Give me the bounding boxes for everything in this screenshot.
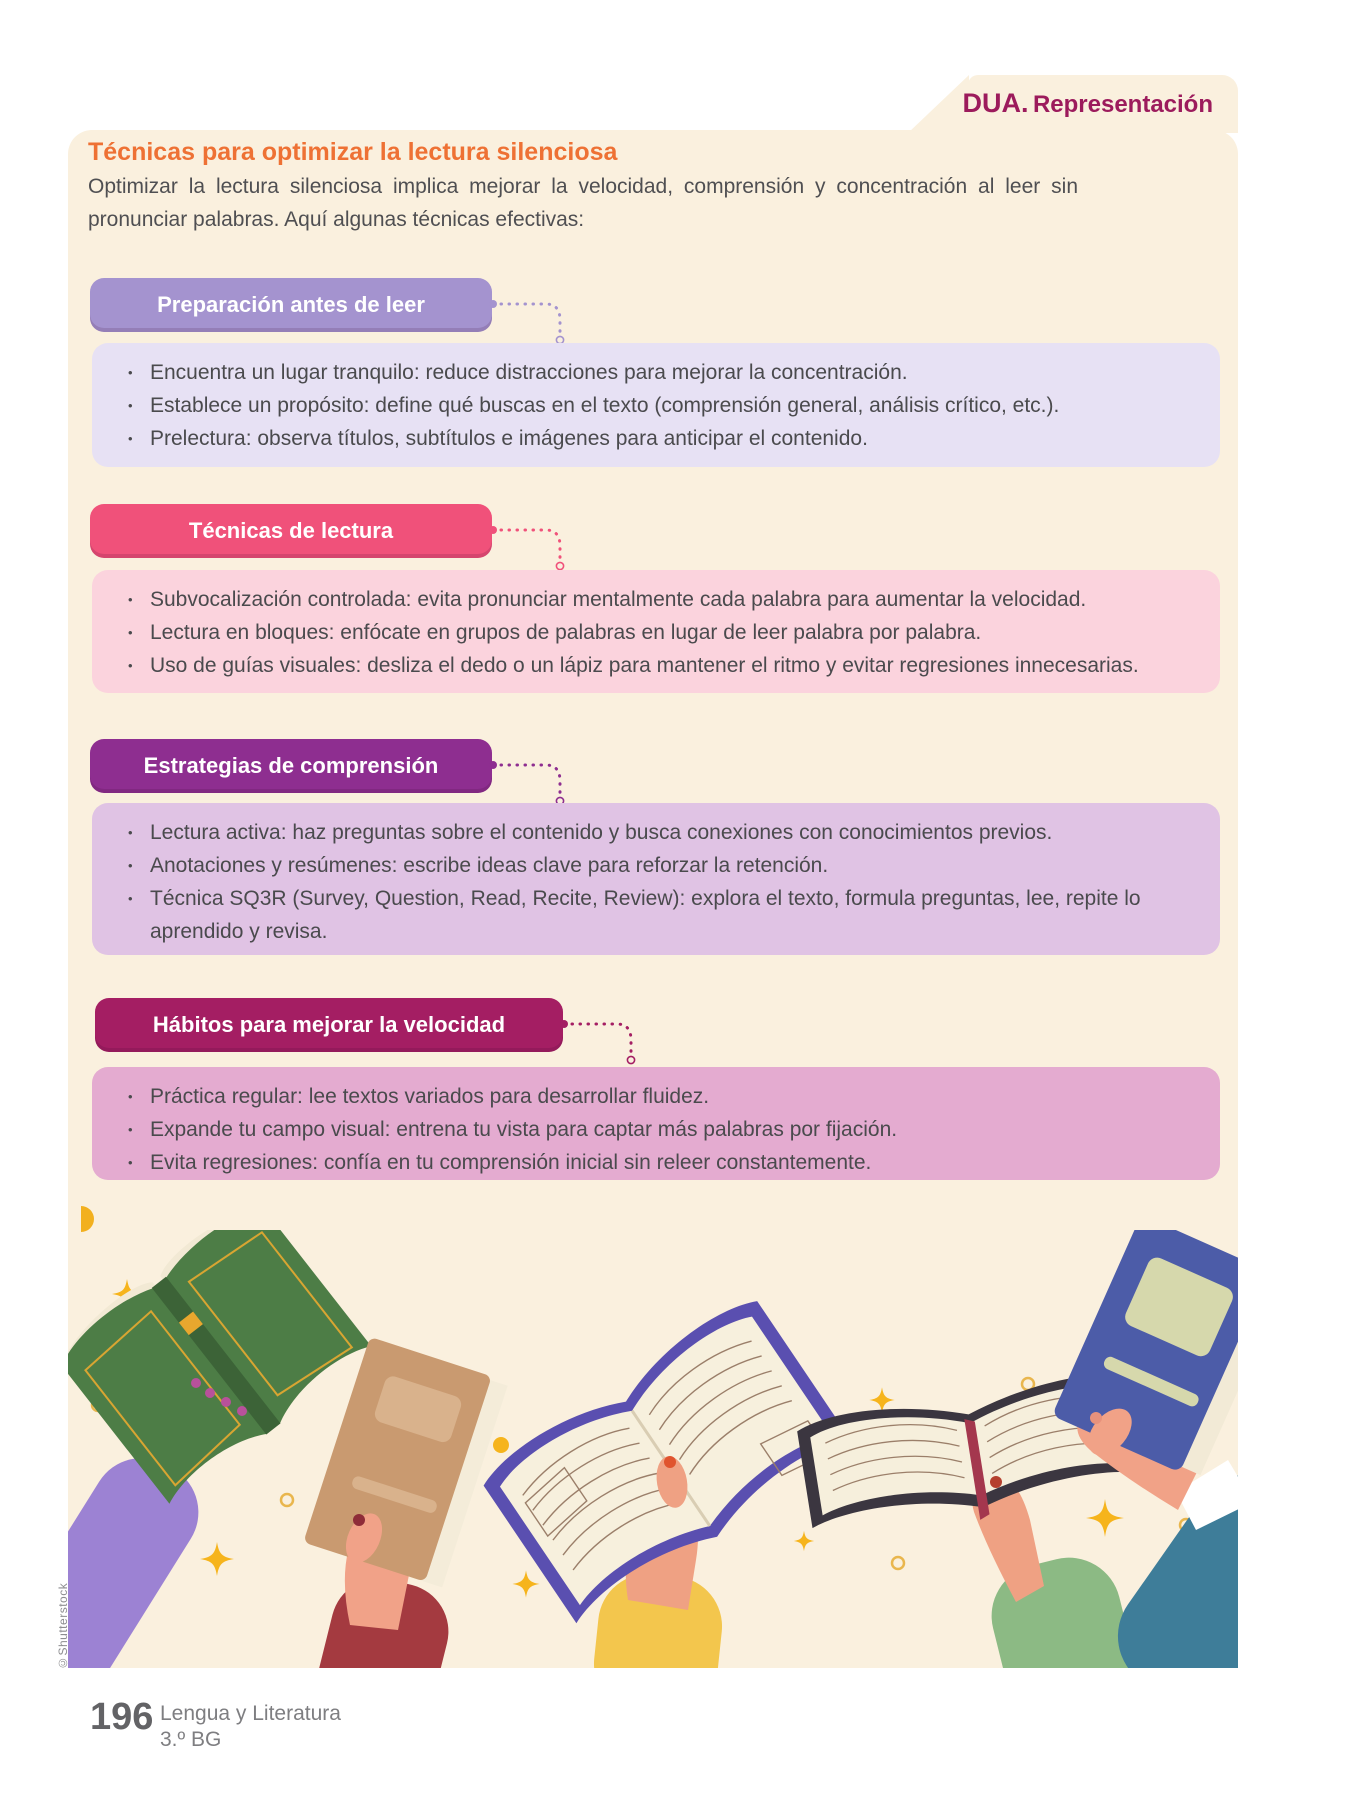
- list-item: [118, 583, 1194, 616]
- bullet-marker: •: [128, 891, 133, 906]
- reading-hands-illustration: [68, 1230, 1238, 1668]
- bullet-marker: •: [128, 592, 133, 607]
- footer-subject: Lengua y Literatura: [160, 1702, 341, 1725]
- dua-badge-label: Representación: [1032, 91, 1213, 118]
- section-box-estrategias: [92, 803, 1220, 955]
- list-item: [118, 616, 1194, 649]
- bullet-text: Expande tu campo visual: entrena tu vista para captar más palabras por fijación.: [150, 1118, 898, 1141]
- list-item: [118, 356, 1194, 389]
- bullet-marker: •: [128, 1122, 133, 1137]
- dua-badge: [962, 88, 1213, 119]
- section-box-preparacion: [92, 343, 1220, 467]
- bullet-text: Anotaciones y resúmenes: escribe ideas clave para reforzar la retención.: [150, 854, 829, 877]
- bullet-text: Subvocalización controlada: evita pronunciar mentalmente cada palabra para aumentar la velocidad.: [150, 588, 1087, 611]
- bullet-marker: •: [128, 858, 133, 873]
- image-credit: ©Shutterstock: [56, 1582, 70, 1670]
- green-book-group: [68, 1230, 374, 1668]
- bullet-text: Técnica SQ3R (Survey, Question, Read, Recite, Review): explora el texto, formula preguntas, lee, repite lo aprendido y revisa.: [150, 887, 1141, 943]
- list-item: [118, 649, 1194, 682]
- fingernail: [1090, 1412, 1102, 1424]
- list-item: [118, 422, 1194, 455]
- bullet-text: Prelectura: observa títulos, subtítulos e imágenes para anticipar el contenido.: [150, 427, 868, 450]
- section-pill-habitos: Hábitos para mejorar la velocidad: [95, 998, 563, 1052]
- page-number: 196: [90, 1696, 154, 1738]
- bullet-marker: •: [128, 398, 133, 413]
- bullet-marker: •: [128, 1089, 133, 1104]
- bullet-marker: •: [128, 1155, 133, 1170]
- list-item: [118, 1080, 1194, 1113]
- bullet-text: Encuentra un lugar tranquilo: reduce distracciones para mejorar la concentración.: [150, 361, 908, 384]
- list-item: [118, 389, 1194, 422]
- list-item: [118, 1146, 1194, 1179]
- intro-paragraph: Optimizar la lectura silenciosa implica mejorar la velocidad, comprensión y concentración al leer sin pronunciar palabras. Aquí algunas técnicas efectivas:: [88, 175, 1078, 231]
- bullet-list: [118, 356, 1194, 455]
- dua-badge-prefix: DUA.: [962, 88, 1029, 118]
- fingernail: [990, 1476, 1002, 1488]
- section-pill-tecnicas: Técnicas de lectura: [90, 504, 492, 558]
- dua-tab-slant: [908, 75, 969, 133]
- bullet-list: [118, 583, 1194, 682]
- bullet-list: [118, 1080, 1194, 1179]
- bullet-marker: •: [128, 431, 133, 446]
- bullet-marker: •: [128, 658, 133, 673]
- section-pill-preparacion: Preparación antes de leer: [90, 278, 492, 332]
- bullet-text: Práctica regular: lee textos variados para desarrollar fluidez.: [150, 1085, 710, 1108]
- section-box-habitos: [92, 1067, 1220, 1180]
- section-box-tecnicas: [92, 570, 1220, 693]
- fingernail: [353, 1514, 365, 1526]
- bullet-text: Evita regresiones: confía en tu comprensión inicial sin releer constantemente.: [150, 1151, 872, 1174]
- list-item: [118, 882, 1194, 948]
- bullet-text: Uso de guías visuales: desliza el dedo o un lápiz para mantener el ritmo y evitar regresiones innecesarias.: [150, 654, 1139, 677]
- fingernail: [664, 1456, 676, 1468]
- tan-book-group: [303, 1337, 509, 1668]
- section-pill-estrategias: Estrategias de comprensión: [90, 739, 492, 793]
- page-title: Técnicas para optimizar la lectura silenciosa: [88, 138, 618, 166]
- tan-book: [303, 1337, 509, 1588]
- bullet-list: [118, 816, 1194, 948]
- bullet-marker: •: [128, 625, 133, 640]
- list-item: [118, 1113, 1194, 1146]
- list-item: [118, 849, 1194, 882]
- bullet-marker: •: [128, 825, 133, 840]
- list-item: [118, 816, 1194, 849]
- footer-grade: 3.º BG: [160, 1728, 222, 1751]
- bullet-marker: •: [128, 365, 133, 380]
- footer-labels: [160, 1701, 341, 1753]
- bullet-text: Lectura en bloques: enfócate en grupos de palabras en lugar de leer palabra por palabra.: [150, 621, 982, 644]
- bullet-text: Lectura activa: haz preguntas sobre el contenido y busca conexiones con conocimientos previos.: [150, 821, 1053, 844]
- purple-sleeve: [68, 1439, 217, 1668]
- bullet-text: Establece un propósito: define qué buscas en el texto (comprensión general, análisis crítico, etc.).: [150, 394, 1060, 417]
- open-book-middle-group: [477, 1292, 854, 1668]
